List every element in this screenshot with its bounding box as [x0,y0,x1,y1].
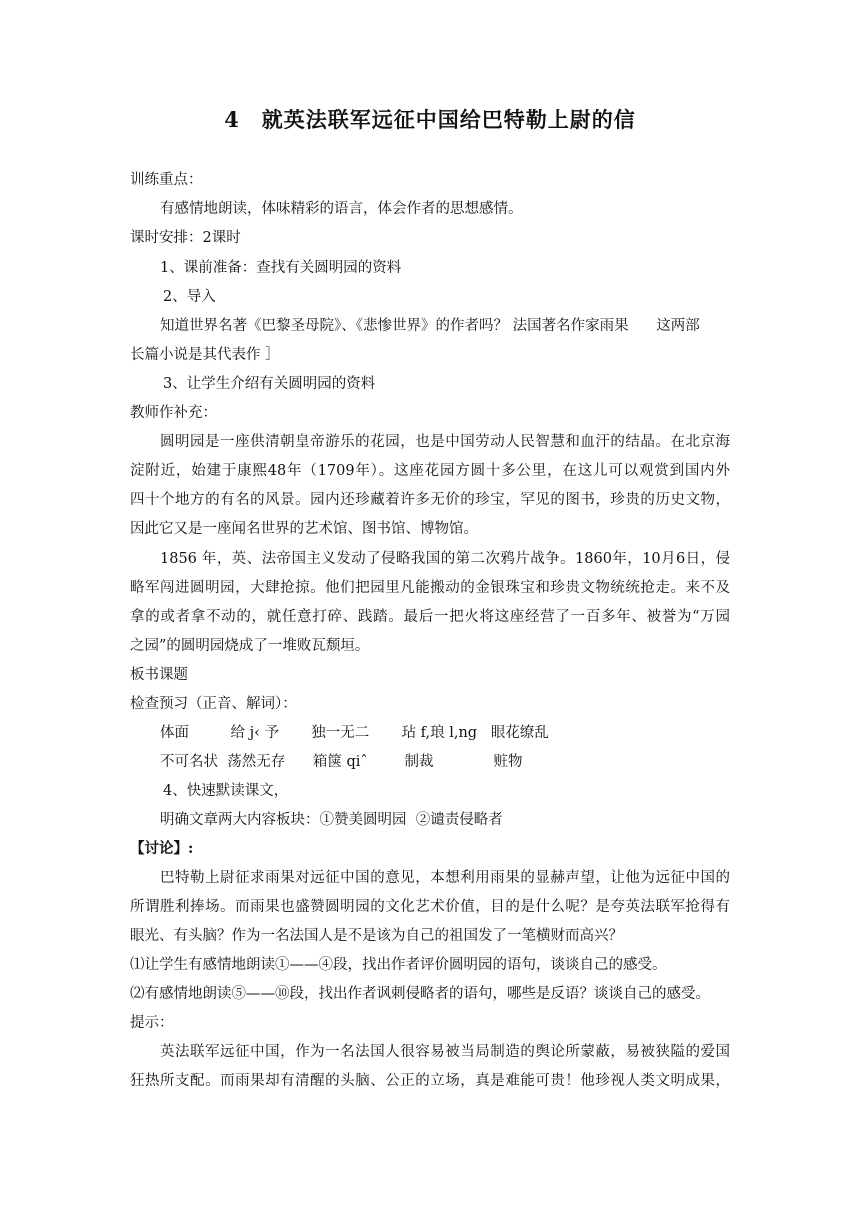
paragraph-line: 狂热所支配。而雨果却有清醒的头脑、公正的立场，真是难能可贵！他珍视人类文明成果， [130,1073,730,1089]
paragraph-line: 略军闯进圆明园，大肆抢掠。他们把园里凡能搬动的金银珠宝和珍贵文物统统抢走。来不及 [130,580,730,596]
paragraph-line: 之园”的圆明园烧成了一堆败瓦颓垣。 [130,638,370,654]
list-item: 4、快速默读课文， [163,783,289,799]
paragraph-line: 淀附近，始建于康熙48年（1709年）。这座花园方圆十多公里，在这儿可以观赏到国内外 [130,463,730,479]
paragraph-line: 长篇小说是其代表作 ］ [130,347,280,363]
paragraph-line: 知道世界名著《巴黎圣母院》、《悲惨世界》的作者吗？ 法国著名作家雨果 这两部 [160,318,700,334]
document-title: 4 就英法联军远征中国给巴特勒上尉的信 [224,107,636,132]
list-item: ⑵有感情地朗读⑤——⑩段，找出作者讽刺侵略者的语句，哪些是反语？谈谈自己的感受。 [130,986,710,1002]
paragraph-line: 巴特勒上尉征求雨果对远征中国的意见，本想利用雨果的显赫声望，让他为远征中国的 [160,870,730,886]
section-heading-schedule: 课时安排：2课时 [130,230,241,246]
section-heading-discussion: 【讨论】: [130,840,194,857]
paragraph-line: 因此它又是一座闻名世界的艺术馆、图书馆、博物馆。 [130,521,478,537]
section-heading-preview-check: 检查预习（正音、解词）： [130,696,297,712]
list-item: ⑴让学生有感情地朗读①——④段，找出作者评价圆明园的语句，谈谈自己的感受。 [130,957,667,973]
section-heading-teacher-supplement: 教师作补充： [130,405,217,421]
vocabulary-row: 体面 给 j‹ 予 独一无二 玷 f,琅 l,ng 眼花缭乱 [160,725,549,741]
list-item: 3、让学生介绍有关圆明园的资料 [163,376,376,392]
paragraph-line: 所谓胜利捧场。而雨果也盛赞圆明园的文化艺术价值，目的是什么呢？是夸英法联军抢得有 [130,899,730,915]
paragraph-line: 1856 年，英、法帝国主义发动了侵略我国的第二次鸦片战争。1860年，10月6日，侵 [160,551,730,567]
section-heading-hint: 提示： [130,1015,174,1031]
paragraph-line: 眼光、有头脑？作为一名法国人是不是该为自己的祖国发了一笔横财而高兴？ [130,928,623,944]
paragraph-line: 有感情地朗读，体味精彩的语言，体会作者的思想感情。 [160,201,523,217]
paragraph-line: 圆明园是一座供清朝皇帝游乐的花园，也是中国劳动人民智慧和血汗的结晶。在北京海 [160,434,730,450]
list-item: 1、课前准备：查找有关圆明园的资料 [160,260,402,276]
paragraph-line: 明确文章两大内容板块：①赞美圆明园 ②谴责侵略者 [160,812,503,828]
paragraph-line: 拿的或者拿不动的，就任意打碎、践踏。最后一把火将这座经营了一百多年、被誉为“万园 [130,609,730,625]
paragraph-line: 英法联军远征中国，作为一名法国人很容易被当局制造的舆论所蒙蔽，易被狭隘的爱国 [160,1044,730,1060]
section-heading-training-focus: 训练重点： [130,172,203,188]
section-heading-board-title: 板书课题 [130,667,188,683]
vocabulary-row: 不可名状 荡然无存 箱箧 qiˆ 制裁 赃物 [160,754,523,770]
paragraph-line: 四十个地方的有名的风景。园内还珍藏着许多无价的珍宝，罕见的图书，珍贵的历史文物， [130,492,730,508]
list-item: 2、导入 [163,289,216,305]
